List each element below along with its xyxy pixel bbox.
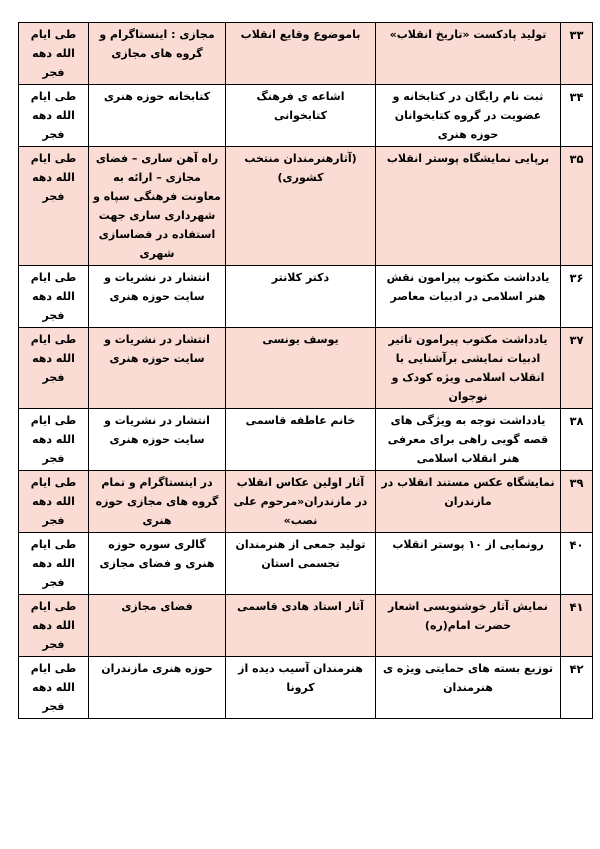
row-number-cell: ۳۶ <box>561 266 593 328</box>
time-period-cell: طی ایام الله دهه فجر <box>19 533 89 595</box>
time-period-cell: طی ایام الله دهه فجر <box>19 147 89 266</box>
subject-cell: آثار استاد هادی قاسمی <box>226 595 376 657</box>
activity-title-cell: ثبت نام رایگان در کتابخانه و عضویت در گروه کتابخوانان حوزه هنری <box>376 85 561 147</box>
activity-title-cell: نمایش آثار خوشنویسی اشعار حضرت امام(ره) <box>376 595 561 657</box>
table-row <box>19 85 593 147</box>
table-body <box>19 23 593 719</box>
row-number-cell: ۴۱ <box>561 595 593 657</box>
time-period-cell: طی ایام الله دهه فجر <box>19 471 89 533</box>
venue-cell: انتشار در نشریات و سایت حوزه هنری <box>89 409 226 471</box>
venue-cell: انتشار در نشریات و سایت حوزه هنری <box>89 328 226 409</box>
time-period-cell: طی ایام الله دهه فجر <box>19 657 89 719</box>
table-row <box>19 595 593 657</box>
time-period-cell: طی ایام الله دهه فجر <box>19 409 89 471</box>
time-period-cell: طی ایام الله دهه فجر <box>19 23 89 85</box>
time-period-cell: طی ایام الله دهه فجر <box>19 328 89 409</box>
venue-cell: مجازی : اینستاگرام و گروه های مجازی <box>89 23 226 85</box>
venue-cell: در اینستاگرام و تمام گروه های مجازی حوزه هنری <box>89 471 226 533</box>
venue-cell: انتشار در نشریات و سایت حوزه هنری <box>89 266 226 328</box>
row-number-cell: ۳۹ <box>561 471 593 533</box>
activity-title-cell: تولید پادکست «تاریخ انقلاب» <box>376 23 561 85</box>
venue-cell: راه آهن ساری – فضای مجازی – ارائه به معاونت فرهنگی سپاه و شهرداری ساری جهت استفاده در فضاسازی شهری <box>89 147 226 266</box>
table-row <box>19 471 593 533</box>
row-number-cell: ۳۸ <box>561 409 593 471</box>
subject-cell: باموضوع وقایع انقلاب <box>226 23 376 85</box>
time-period-cell: طی ایام الله دهه فجر <box>19 595 89 657</box>
table-row <box>19 266 593 328</box>
subject-cell: هنرمندان آسیب دیده از کرونا <box>226 657 376 719</box>
subject-cell: آثار اولین عکاس انقلاب در مازندران«مرحوم علی نصب» <box>226 471 376 533</box>
subject-cell: اشاعه ی فرهنگ کتابخوانی <box>226 85 376 147</box>
table-row <box>19 147 593 266</box>
activity-title-cell: یادداشت مکتوب پیرامون نقش هنر اسلامی در ادبیات معاصر <box>376 266 561 328</box>
venue-cell: کتابخانه حوزه هنری <box>89 85 226 147</box>
activity-title-cell: یادداشت توجه به ویژگی های قصه گویی راهی برای معرفی هنر انقلاب اسلامی <box>376 409 561 471</box>
venue-cell: گالری سوره حوزه هنری و فضای مجازی <box>89 533 226 595</box>
subject-cell: دکتر کلانتر <box>226 266 376 328</box>
row-number-cell: ۳۷ <box>561 328 593 409</box>
row-number-cell: ۴۰ <box>561 533 593 595</box>
table-row <box>19 657 593 719</box>
activity-title-cell: نمایشگاه عکس مستند انقلاب در مازندران <box>376 471 561 533</box>
activity-title-cell: رونمایی از ۱۰ پوستر انقلاب <box>376 533 561 595</box>
activity-title-cell: توزیع بسته های حمایتی ویژه ی هنرمندان <box>376 657 561 719</box>
row-number-cell: ۳۳ <box>561 23 593 85</box>
activity-title-cell: برپایی نمایشگاه پوستر انقلاب <box>376 147 561 266</box>
venue-cell: حوزه هنری مازندران <box>89 657 226 719</box>
venue-cell: فضای مجازی <box>89 595 226 657</box>
table-row <box>19 533 593 595</box>
activity-title-cell: یادداشت مکتوب پیرامون تاثیر ادبیات نمایشی برآشنایی با انقلاب اسلامی ویژه کودک و نوجوان <box>376 328 561 409</box>
table-row <box>19 409 593 471</box>
time-period-cell: طی ایام الله دهه فجر <box>19 266 89 328</box>
table-row <box>19 328 593 409</box>
subject-cell: یوسف یونسی <box>226 328 376 409</box>
row-number-cell: ۴۲ <box>561 657 593 719</box>
subject-cell: (آثارهنرمندان منتخب کشوری) <box>226 147 376 266</box>
row-number-cell: ۳۵ <box>561 147 593 266</box>
activities-table <box>18 22 593 719</box>
time-period-cell: طی ایام الله دهه فجر <box>19 85 89 147</box>
subject-cell: تولید جمعی از هنرمندان تجسمی استان <box>226 533 376 595</box>
row-number-cell: ۳۴ <box>561 85 593 147</box>
subject-cell: خانم عاطفه قاسمی <box>226 409 376 471</box>
table-row <box>19 23 593 85</box>
